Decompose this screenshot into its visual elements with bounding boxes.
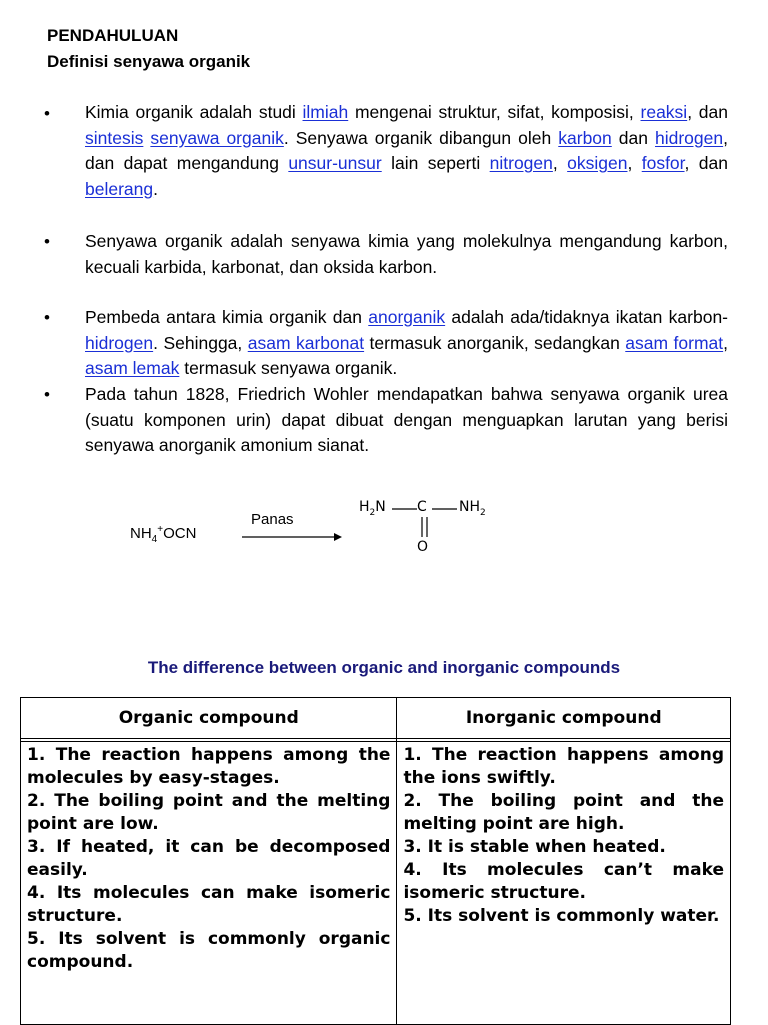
para1-text: , dan [687, 102, 728, 122]
urea-nh: NH [459, 499, 480, 515]
para1-text: , dan dapat mengandung [85, 127, 728, 173]
comparison-table [20, 697, 731, 1025]
urea-h-subscript: 2 [369, 507, 376, 518]
urea-nh-subscript: 2 [480, 507, 486, 518]
comparison-caption: The difference between organic and inorganic compounds [147, 658, 621, 677]
para3-text: , [723, 332, 728, 353]
link-ilmiah[interactable]: ilmiah [302, 102, 349, 122]
para1-text: Kimia organik adalah studi [85, 102, 303, 122]
paragraph-definition [85, 100, 728, 202]
inorganic-item: 5. Its solvent is commonly water. [403, 906, 720, 926]
inorganic-item: 2. The boiling point and the melting point are high. [403, 791, 724, 834]
urea-n: N [375, 499, 386, 515]
header-organic: Organic compound [21, 698, 397, 739]
reactant-subscript: 4 [151, 534, 158, 545]
para1-text: . Senyawa organik dibangun oleh [283, 127, 559, 148]
paragraph-wohler: Pada tahun 1828, Friedrich Wohler mendapatkan bahwa senyawa organik urea (suatu komponen urin) dapat dibuat dengan menguapkan larutan yang berisi senyawa anorganik amonium sianat. [85, 384, 728, 455]
reactant-base: NH [130, 525, 152, 542]
urea-h: H [359, 499, 370, 515]
para1-text: dan [611, 127, 655, 148]
bullet-2: • [44, 232, 50, 251]
link-sintesis[interactable]: sintesis [85, 127, 144, 148]
urea-right-group [459, 499, 486, 518]
link-asam-karbonat[interactable]: asam karbonat [247, 332, 365, 353]
reactant-superscript: + [157, 524, 164, 535]
header-inorganic: Inorganic compound [397, 698, 731, 739]
link-nitrogen[interactable]: nitrogen [489, 153, 553, 173]
reaction-arrow [242, 531, 342, 543]
bullet-3: • [44, 308, 50, 327]
reaction-condition: Panas [251, 511, 294, 528]
reactant-tail: OCN [163, 525, 197, 542]
section-subtitle: Definisi senyawa organik [47, 52, 251, 71]
reactant-ammonium-cyanate [130, 524, 196, 545]
para3-text: . Sehingga, [153, 332, 248, 353]
inorganic-item: 4. Its molecules can’t make isomeric structure. [403, 860, 724, 903]
link-hidrogen[interactable]: hidrogen [655, 127, 724, 148]
table-header-row [21, 698, 731, 739]
inorganic-item: 1. The reaction happens among the ions swiftly. [403, 745, 724, 788]
urea-oxygen: O [417, 539, 429, 555]
link-reaksi[interactable]: reaksi [640, 102, 688, 122]
para1-text: . [153, 178, 158, 199]
link-asam-lemak[interactable]: asam lemak [85, 358, 180, 378]
urea-left-group [359, 499, 386, 518]
para3-text: termasuk senyawa organik. [179, 358, 398, 378]
inorganic-cell [397, 742, 731, 1025]
organic-item: 2. The boiling point and the melting point are low. [27, 791, 391, 834]
para1-text: , dan [684, 153, 728, 173]
organic-item: 3. If heated, it can be decomposed easily. [27, 837, 391, 880]
para3-text: termasuk anorganik, sedangkan [364, 332, 626, 353]
paragraph-pembeda [85, 305, 728, 382]
bullet-4: • [44, 385, 50, 404]
para1-text: mengenai struktur, sifat, komposisi, [348, 102, 641, 122]
organic-cell [21, 742, 397, 1025]
para3-text: Pembeda antara kimia organik dan [85, 307, 369, 327]
table-row [21, 742, 731, 1025]
para1-text: , [552, 153, 568, 173]
para3-text: adalah ada/tidaknya ikatan karbon- [445, 307, 728, 327]
page-title: PENDAHULUAN [47, 26, 179, 45]
paragraph-senyawa-organik: Senyawa organik adalah senyawa kimia yang molekulnya mengandung karbon, kecuali karbida, karbonat, dan oksida karbon. [85, 231, 728, 277]
link-oksigen[interactable]: oksigen [567, 153, 628, 173]
organic-item: 5. Its solvent is commonly organic compound. [27, 929, 391, 972]
link-hidrogen-2[interactable]: hidrogen [85, 332, 154, 353]
organic-item: 1. The reaction happens among the molecules by easy-stages. [27, 745, 391, 788]
para1-text: lain seperti [381, 153, 490, 173]
link-anorganik[interactable]: anorganik [368, 307, 446, 327]
link-asam-format[interactable]: asam format [625, 332, 724, 353]
para1-text: , [627, 153, 642, 173]
link-fosfor[interactable]: fosfor [641, 153, 685, 173]
link-karbon[interactable]: karbon [558, 127, 612, 148]
organic-item: 4. Its molecules can make isomeric structure. [27, 883, 391, 926]
urea-carbon: C [417, 499, 427, 515]
link-belerang[interactable]: belerang [85, 178, 154, 199]
inorganic-item: 3. It is stable when heated. [403, 837, 666, 857]
bullet-1: • [44, 104, 50, 123]
link-unsur-unsur[interactable]: unsur-unsur [288, 153, 382, 173]
link-senyawa-organik[interactable]: senyawa organik [150, 127, 284, 148]
